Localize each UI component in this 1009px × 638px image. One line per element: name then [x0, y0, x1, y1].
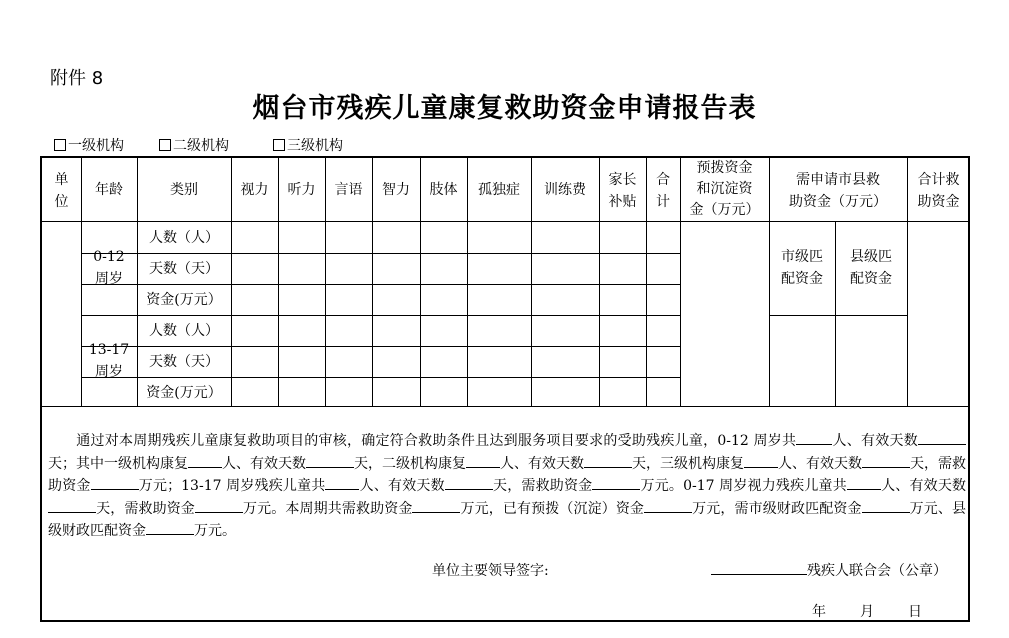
blank-field[interactable]: [918, 430, 966, 445]
header-category: 类别: [170, 182, 198, 198]
checkbox-icon[interactable]: [159, 139, 171, 151]
row-label-count: 人数（人）: [149, 323, 219, 339]
grid-line: [769, 315, 908, 316]
grid-line: [81, 346, 681, 347]
official-seal-line: 残疾人联合会（公章）: [711, 560, 947, 580]
summary-paragraph: 通过对本周期残疾儿童康复救助项目的审核，确定符合救助条件且达到服务项目要求的受助残疾儿童，0-12 周岁共 人、有效天数天；其中一级机构康复 人、有效天数 天，二级机构康复 人、有效天数 天，三级机构康复 人、有效天数 天，需救助资金 万元；13-17 周岁残疾儿童共 人、有效天数 天，需救助资金 万元。0-17 周岁视力残疾儿童共 人、有效天数天，需救助资金 万元。本周期共需救助资金 万元，已有预拨（沉淀）资金 万元，需市级财政匹配资金 万元、县级财政匹配资金 万元。: [48, 430, 966, 543]
grid-line: [81, 315, 681, 316]
header-vision: 视力: [240, 182, 269, 198]
level-option-1[interactable]: 一级机构: [54, 135, 124, 155]
row-label-days: 天数（天）: [149, 261, 219, 277]
header-speech: 言语: [334, 182, 363, 198]
header-county-request: 需申请市县救 助资金（万元）: [789, 172, 887, 210]
header-prepaid-funds: 预拨资金 和沉淀资 金（万元）: [689, 160, 760, 218]
blank-field[interactable]: [146, 520, 194, 535]
blank-field[interactable]: [91, 475, 139, 490]
header-autism: 孤独症: [478, 182, 520, 198]
blank-field[interactable]: [188, 453, 222, 468]
age-group-13-17: 13-17 周岁: [88, 342, 130, 380]
row-label-funds: 资金(万元）: [146, 292, 222, 308]
grid-line: [40, 406, 970, 407]
header-city-match: 市级匹 配资金: [781, 249, 823, 287]
blank-field[interactable]: [796, 430, 832, 445]
blank-field[interactable]: [412, 498, 460, 513]
signature-field[interactable]: [711, 560, 807, 575]
header-parent-subsidy: 家长 补贴: [608, 172, 637, 210]
blank-field[interactable]: [584, 453, 632, 468]
blank-field[interactable]: [306, 453, 354, 468]
header-county-match: 县级匹 配资金: [850, 249, 892, 287]
blank-field[interactable]: [466, 453, 500, 468]
checkbox-icon[interactable]: [54, 139, 66, 151]
row-label-count: 人数（人）: [149, 230, 219, 246]
header-limb: 肢体: [429, 182, 458, 198]
grid-line: [40, 221, 970, 222]
age-group-0-12: 0-12 周岁: [93, 249, 125, 287]
header-grand-total: 合计救 助资金: [917, 172, 960, 210]
row-label-funds: 资金(万元）: [146, 385, 222, 401]
grid-line: [81, 253, 681, 254]
blank-field[interactable]: [195, 498, 243, 513]
header-training-fee: 训练费: [544, 182, 586, 198]
blank-field[interactable]: [48, 498, 96, 513]
checkbox-icon[interactable]: [273, 139, 285, 151]
row-label-days: 天数（天）: [149, 354, 219, 370]
grid-line: [81, 284, 681, 285]
level-option-3[interactable]: 三级机构: [273, 135, 343, 155]
header-total: 合 计: [656, 172, 670, 210]
header-hearing: 听力: [287, 182, 316, 198]
blank-field[interactable]: [862, 453, 910, 468]
blank-field[interactable]: [847, 475, 881, 490]
grid-line: [81, 377, 681, 378]
blank-field[interactable]: [592, 475, 640, 490]
form-title: 烟台市残疾儿童康复救助资金申请报告表: [252, 93, 757, 124]
header-unit: 单 位: [54, 172, 69, 210]
header-age: 年龄: [95, 182, 123, 198]
blank-field[interactable]: [744, 453, 778, 468]
blank-field[interactable]: [862, 498, 910, 513]
blank-field[interactable]: [644, 498, 692, 513]
header-intellect: 智力: [382, 182, 410, 198]
blank-field[interactable]: [325, 475, 359, 490]
blank-field[interactable]: [445, 475, 493, 490]
date-line: 年 月 日: [812, 604, 922, 620]
leader-signature-label: 单位主要领导签字:: [432, 563, 549, 579]
attachment-label: 附件 8: [50, 68, 104, 89]
level-option-2[interactable]: 二级机构: [159, 135, 229, 155]
